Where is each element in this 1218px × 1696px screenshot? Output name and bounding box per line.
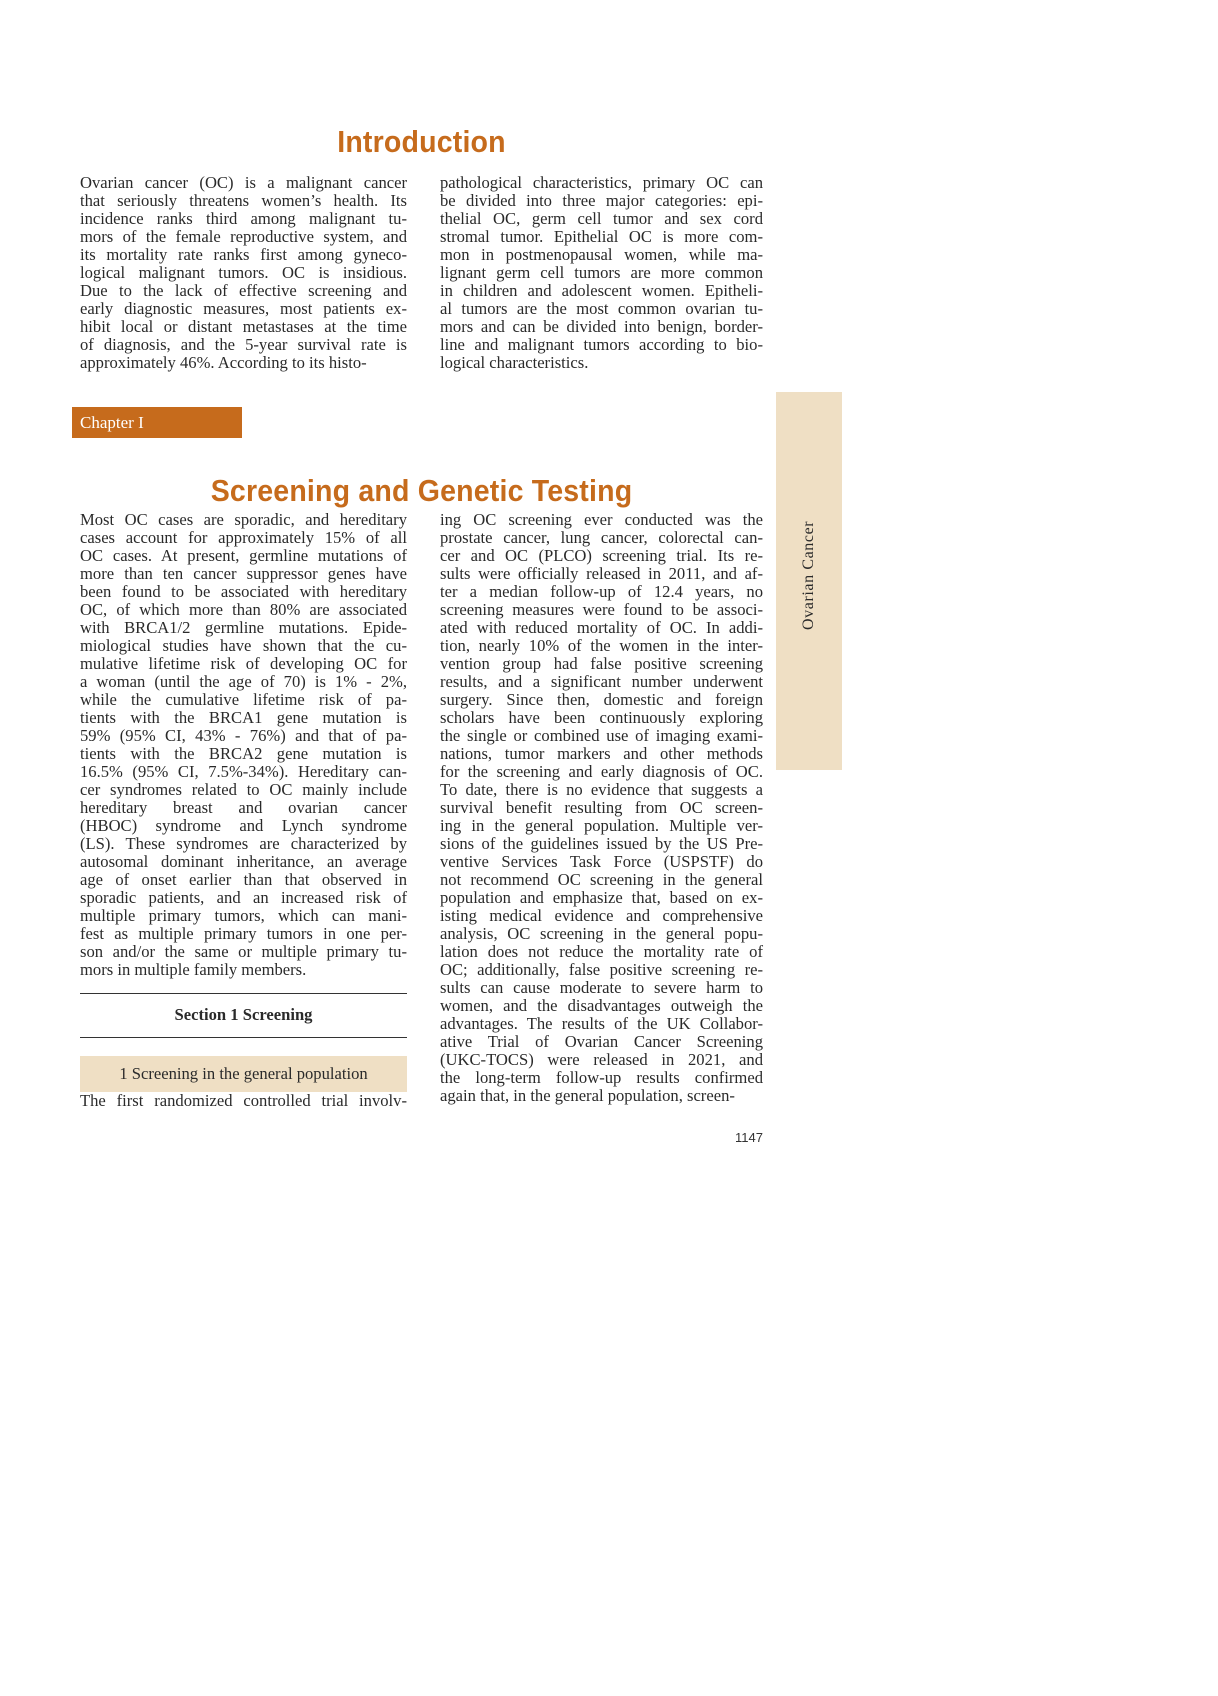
text-line: a woman (until the age of 70) is 1% - 2%,	[80, 672, 407, 691]
introduction-left-column	[80, 174, 407, 372]
text-line: pathological characteristics, primary OC can	[440, 173, 763, 192]
left-column-continuation	[80, 1092, 407, 1110]
text-line: logical characteristics.	[440, 353, 589, 372]
text-line: ated with reduced mortality of OC. In addi-	[440, 618, 763, 637]
text-line: To date, there is no evidence that suggests a	[440, 780, 763, 799]
text-line: in children and adolescent women. Epitheli-	[440, 281, 763, 300]
text-line: multiple primary tumors, which can mani-	[80, 906, 407, 925]
text-line: for the screening and early diagnosis of OC.	[440, 762, 763, 781]
text-line: mors of the female reproductive system, and	[80, 227, 407, 246]
text-line: early diagnostic measures, most patients ex-	[80, 299, 407, 318]
text-line: autosomal dominant inheritance, an average	[80, 852, 407, 871]
text-line: survival benefit resulting from OC screen-	[440, 798, 763, 817]
text-line: 16.5% (95% CI, 7.5%-34%). Hereditary can-	[80, 762, 407, 781]
text-line: thelial OC, germ cell tumor and sex cord	[440, 209, 763, 228]
text-line: been found to be associated with hereditary	[80, 582, 407, 601]
text-line: scholars have been continuously exploring	[440, 708, 763, 727]
text-line: ter a median follow-up of 12.4 years, no	[440, 582, 763, 601]
text-line: the long-term follow-up results confirmed	[440, 1068, 763, 1087]
text-line: results, and a significant number underwent	[440, 672, 763, 691]
text-line: logical malignant tumors. OC is insidious.	[80, 263, 407, 282]
chapter-side-tab	[776, 392, 842, 770]
text-line: OC, of which more than 80% are associated	[80, 600, 407, 619]
text-line: while the cumulative lifetime risk of pa-	[80, 690, 407, 709]
text-line: (LS). These syndromes are characterized by	[80, 834, 407, 853]
text-line: hibit local or distant metastases at the time	[80, 317, 407, 336]
text-line: fest as multiple primary tumors in one per-	[80, 924, 407, 943]
section-divider-bottom	[80, 1037, 407, 1038]
text-line: hereditary breast and ovarian cancer	[80, 798, 407, 817]
introduction-right-column	[440, 174, 763, 372]
text-line: cases account for approximately 15% of all	[80, 528, 407, 547]
subsection-heading: 1 Screening in the general population	[80, 1056, 407, 1092]
text-line: miological studies have shown that the cu-	[80, 636, 407, 655]
text-line: prostate cancer, lung cancer, colorectal can-	[440, 528, 763, 547]
text-line: more than ten cancer suppressor genes have	[80, 564, 407, 583]
text-line: mors in multiple family members.	[80, 960, 307, 979]
text-line: son and/or the same or multiple primary tu-	[80, 942, 407, 961]
text-line: tients with the BRCA2 gene mutation is	[80, 744, 407, 763]
text-line: mors and can be divided into benign, border-	[440, 317, 763, 336]
text-line: (UKC-TOCS) were released in 2021, and	[440, 1050, 763, 1069]
text-line: sions of the guidelines issued by the US Pre-	[440, 834, 763, 853]
text-line: OC; additionally, false positive screening re-	[440, 960, 763, 979]
chapter-title: Screening and Genetic Testing	[210, 472, 633, 508]
text-line: (HBOC) syndrome and Lynch syndrome	[80, 816, 407, 835]
text-line: sults were officially released in 2011, and af-	[440, 564, 763, 583]
introduction-heading: Introduction	[337, 123, 506, 159]
text-line: ventive Services Task Force (USPSTF) do	[440, 852, 763, 871]
text-line: women, and the disadvantages outweigh the	[440, 996, 763, 1015]
text-line: age of onset earlier than that observed in	[80, 870, 407, 889]
text-line: stromal tumor. Epithelial OC is more com-	[440, 227, 763, 246]
text-line: sults can cause moderate to severe harm to	[440, 978, 763, 997]
text-line: OC cases. At present, germline mutations of	[80, 546, 407, 565]
text-line: tients with the BRCA1 gene mutation is	[80, 708, 407, 727]
text-line: al tumors are the most common ovarian tu-	[440, 299, 763, 318]
section-heading: Section 1 Screening	[174, 1005, 313, 1024]
text-line: advantages. The results of the UK Collabor-	[440, 1014, 763, 1033]
chapter-label-banner: Chapter I	[72, 407, 242, 438]
text-line: line and malignant tumors according to bio-	[440, 335, 763, 354]
text-line: screening measures were found to be associ-	[440, 600, 763, 619]
text-line: Due to the lack of effective screening and	[80, 281, 407, 300]
text-line: be divided into three major categories: epi-	[440, 191, 763, 210]
text-line: incidence ranks third among malignant tu-	[80, 209, 407, 228]
text-line: Most OC cases are sporadic, and hereditary	[80, 510, 407, 529]
chapter-right-column	[440, 511, 763, 1105]
text-line: lation does not reduce the mortality rate of	[440, 942, 763, 961]
text-line: its mortality rate ranks first among gyneco-	[80, 245, 407, 264]
text-line: nations, tumor markers and other methods	[440, 744, 763, 763]
text-line: approximately 46%. According to its histo-	[80, 353, 367, 372]
text-line: cer and OC (PLCO) screening trial. Its re-	[440, 546, 763, 565]
chapter-left-column	[80, 511, 407, 979]
text-line: surgery. Since then, domestic and foreign	[440, 690, 763, 709]
text-line: of diagnosis, and the 5-year survival rate is	[80, 335, 407, 354]
text-line: isting medical evidence and comprehensive	[440, 906, 763, 925]
text-line: ing OC screening ever conducted was the	[440, 510, 763, 529]
text-line: that seriously threatens women’s health. Its	[80, 191, 407, 210]
section-divider-top	[80, 993, 407, 994]
text-line: again that, in the general population, screen-	[440, 1086, 735, 1105]
text-line: 59% (95% CI, 43% - 76%) and that of pa-	[80, 726, 407, 745]
text-line: ing in the general population. Multiple ver-	[440, 816, 763, 835]
text-line: The first randomized controlled trial involv-	[80, 1091, 407, 1110]
text-line: lignant germ cell tumors are more common	[440, 263, 763, 282]
text-line: Ovarian cancer (OC) is a malignant cancer	[80, 173, 407, 192]
text-line: mulative lifetime risk of developing OC for	[80, 654, 407, 673]
text-line: with BRCA1/2 germline mutations. Epide-	[80, 618, 407, 637]
text-line: tion, nearly 10% of the women in the inter-	[440, 636, 763, 655]
text-line: analysis, OC screening in the general popu-	[440, 924, 763, 943]
text-line: not recommend OC screening in the general	[440, 870, 763, 889]
text-line: cer syndromes related to OC mainly include	[80, 780, 407, 799]
text-line: the single or combined use of imaging exami-	[440, 726, 763, 745]
text-line: mon in postmenopausal women, while ma-	[440, 245, 763, 264]
text-line: vention group had false positive screening	[440, 654, 763, 673]
side-tab-label: Ovarian Cancer	[800, 520, 817, 630]
text-line: sporadic patients, and an increased risk of	[80, 888, 407, 907]
page-number: 1147	[735, 1130, 763, 1145]
text-line: ative Trial of Ovarian Cancer Screening	[440, 1032, 763, 1051]
text-line: population and emphasize that, based on ex-	[440, 888, 763, 907]
